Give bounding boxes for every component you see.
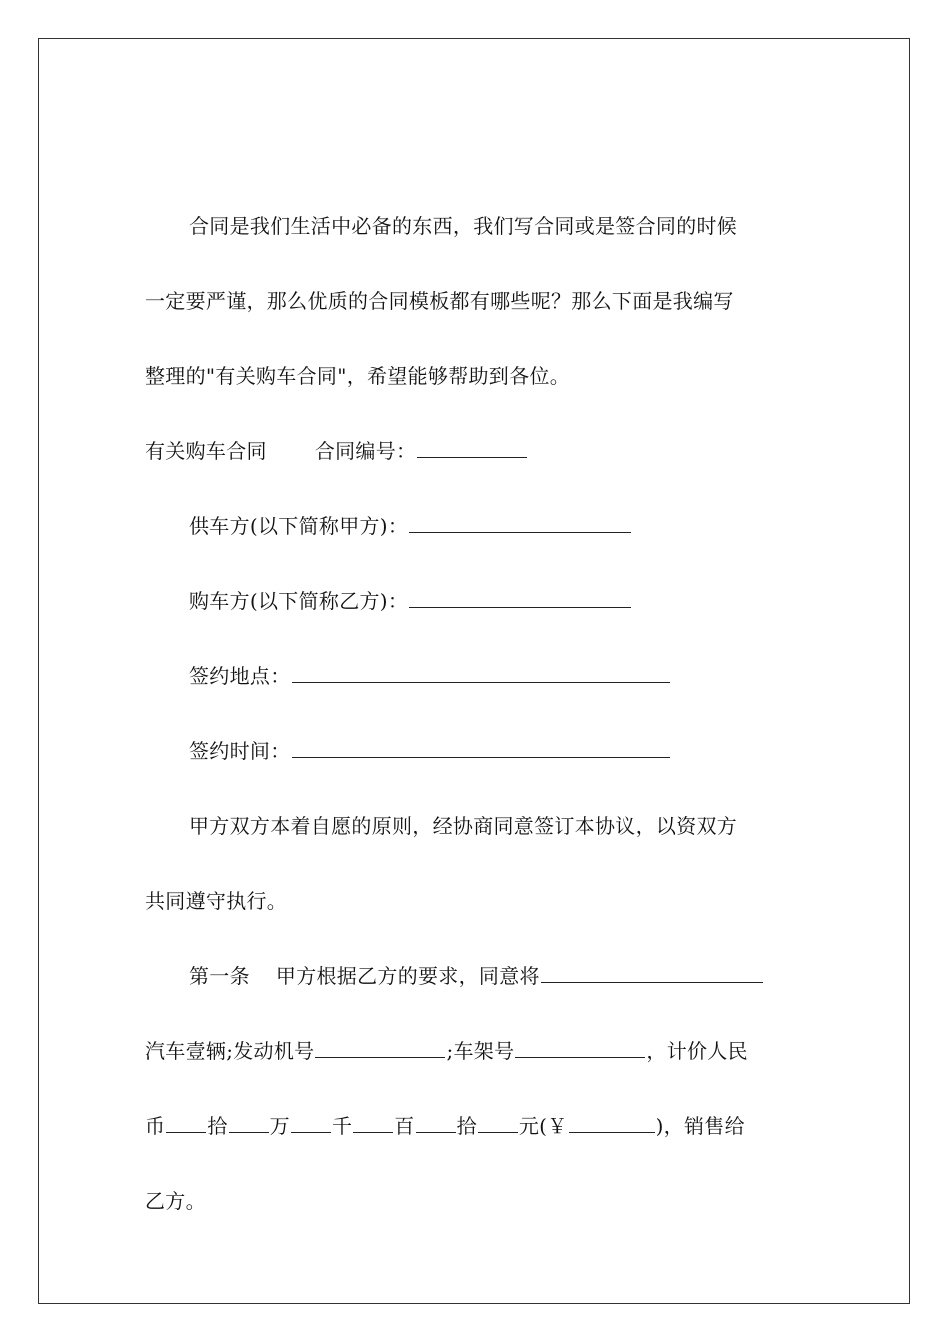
amount-blank-3[interactable] [291, 1112, 331, 1133]
currency-label: 币 [145, 1114, 166, 1138]
unit-shi-2: 拾 [456, 1114, 477, 1138]
intro-line-1: 合同是我们生活中必备的东西，我们写合同或是签合同的时候 [189, 214, 738, 238]
contract-title: 有关购车合同 [145, 439, 267, 463]
time-blank[interactable] [292, 737, 670, 758]
unit-qian: 千 [331, 1114, 353, 1138]
article1-line-4: 乙方。 [145, 1189, 206, 1213]
place-field [189, 662, 671, 690]
unit-bai: 百 [394, 1114, 415, 1138]
buyer-blank[interactable] [409, 587, 631, 608]
buyer-label: 购车方(以下简称乙方)： [189, 589, 409, 613]
amount-blank-5[interactable] [416, 1112, 456, 1133]
intro-line-2: 一定要严谨，那么优质的合同模板都有哪些呢？那么下面是我编写 [145, 289, 734, 313]
intro-line-3: 整理的"有关购车合同"，希望能够帮助到各位。 [145, 364, 570, 388]
amount-blank-4[interactable] [353, 1112, 393, 1133]
engine-number-blank[interactable] [315, 1037, 445, 1058]
contract-header [145, 437, 528, 465]
amount-blank-1[interactable] [166, 1112, 206, 1133]
buyer-field [189, 587, 632, 615]
contract-number-blank[interactable] [417, 437, 527, 458]
article1-text: 甲方根据乙方的要求，同意将 [275, 964, 540, 988]
unit-shi: 拾 [207, 1114, 228, 1138]
vehicle-engine-label: 汽车壹辆;发动机号 [145, 1039, 315, 1063]
article1-lead: 第一条 [189, 964, 250, 988]
frame-label: ;车架号 [446, 1039, 515, 1063]
unit-wan: 万 [269, 1114, 290, 1138]
agreement-line-1: 甲方双方本着自愿的原则，经协商同意签订本协议，以资双方 [189, 814, 738, 838]
unit-yuan: 元(￥ [518, 1114, 568, 1138]
article1-line-1 [189, 962, 764, 990]
agreement-line-2: 共同遵守执行。 [145, 889, 288, 913]
article1-line-3 [145, 1112, 745, 1140]
article1-line-2 [145, 1037, 748, 1065]
amount-blank-6[interactable] [478, 1112, 518, 1133]
time-label: 签约时间： [189, 739, 291, 763]
place-blank[interactable] [292, 662, 670, 683]
amount-blank-2[interactable] [229, 1112, 269, 1133]
place-label: 签约地点： [189, 664, 291, 688]
amount-digits-blank[interactable] [569, 1112, 655, 1133]
seller-field [189, 512, 632, 540]
seller-label: 供车方(以下简称甲方)： [189, 514, 409, 538]
vehicle-model-blank[interactable] [541, 962, 763, 983]
frame-number-blank[interactable] [515, 1037, 645, 1058]
price-label: ，计价人民 [646, 1039, 748, 1063]
sale-closing: )，销售给 [655, 1114, 745, 1138]
time-field [189, 737, 671, 765]
seller-blank[interactable] [409, 512, 631, 533]
contract-number-label: 合同编号： [314, 439, 417, 463]
